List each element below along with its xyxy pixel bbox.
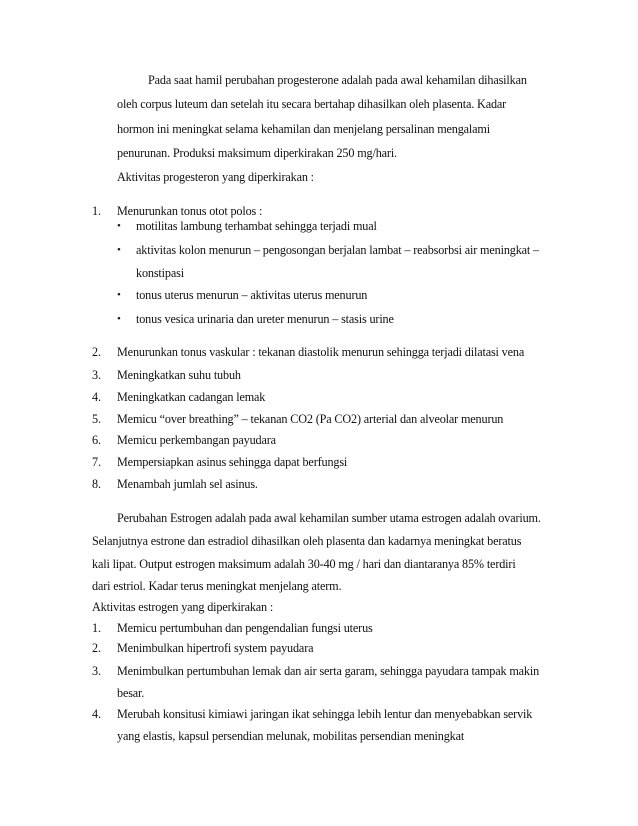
bullet-text: aktivitas kolon menurun – pengosongan berjalan lambat – reabsorbsi air meningkat – <box>136 243 539 257</box>
progesterone-item-text: Menambah jumlah sel asinus. <box>117 477 258 491</box>
estrogen-item-text: Memicu pertumbuhan dan pengendalian fungsi uterus <box>117 621 373 635</box>
progesterone-item-number: 8. <box>92 477 101 491</box>
estrogen-item-text: Menimbulkan pertumbuhan lemak dan air serta garam, sehingga payudara tampak makin <box>117 664 540 678</box>
estrogen-item-number: 4. <box>92 707 101 721</box>
progesterone-item-text: Memicu perkembangan payudara <box>117 433 276 447</box>
estrogen-intro-line-3: kali lipat. Output estrogen maksimum adalah 30-40 mg / hari dan diantaranya 85% terdiri <box>92 557 516 571</box>
estrogen-item-text-continuation: yang elastis, kapsul persendian melunak, mobilitas persendian meningkat <box>117 729 465 743</box>
progesterone-item-text: Menurunkan tonus otot polos : <box>117 204 263 218</box>
progesterone-activity-heading: Aktivitas progesteron yang diperkirakan : <box>117 170 314 184</box>
progesterone-item-number: 7. <box>92 455 101 469</box>
progesterone-item-number: 3. <box>92 368 101 382</box>
estrogen-item-text: Menimbulkan hipertrofi system payudara <box>117 641 314 655</box>
estrogen-activity-heading: Aktivitas estrogen yang diperkirakan : <box>92 600 274 614</box>
bullet-text: tonus uterus menurun – aktivitas uterus menurun <box>136 288 368 302</box>
progesterone-item-text: Menurunkan tonus vaskular : tekanan diastolik menurun sehingga terjadi dilatasi vena <box>117 345 525 359</box>
estrogen-item-number: 3. <box>92 664 101 678</box>
estrogen-item-number: 1. <box>92 621 101 635</box>
bullet-text-continuation: konstipasi <box>136 266 184 280</box>
bullet-text: motilitas lambung terhambat sehingga terjadi mual <box>136 219 377 233</box>
progesterone-item-number: 6. <box>92 433 101 447</box>
estrogen-intro-line-4: dari estriol. Kadar terus meningkat menjelang aterm. <box>92 579 342 593</box>
estrogen-item-number: 2. <box>92 641 101 655</box>
estrogen-intro-line-1: Perubahan Estrogen adalah pada awal kehamilan sumber utama estrogen adalah ovarium. <box>117 511 541 525</box>
progesterone-item-number: 5. <box>92 412 101 426</box>
progesterone-item-text: Mempersiapkan asinus sehingga dapat berfungsi <box>117 455 348 469</box>
progesterone-intro-line-1: Pada saat hamil perubahan progesterone adalah pada awal kehamilan dihasilkan <box>148 73 527 87</box>
progesterone-item-number: 1. <box>92 204 101 218</box>
bullet-icon: • <box>117 289 121 301</box>
progesterone-item-text: Meningkatkan suhu tubuh <box>117 368 241 382</box>
estrogen-item-text-continuation: besar. <box>117 686 145 700</box>
estrogen-intro-line-2: Selanjutnya estrone dan estradiol dihasilkan oleh plasenta dan kadarnya meningkat beratus <box>92 534 522 548</box>
bullet-text: tonus vesica urinaria dan ureter menurun – stasis urine <box>136 312 394 326</box>
bullet-icon: • <box>117 220 121 232</box>
progesterone-intro-line-4: penurunan. Produksi maksimum diperkirakan 250 mg/hari. <box>117 146 397 160</box>
progesterone-intro-line-3: hormon ini meningkat selama kehamilan dan menjelang persalinan mengalami <box>117 122 490 136</box>
progesterone-item-text: Meningkatkan cadangan lemak <box>117 390 266 404</box>
estrogen-item-text: Merubah konsitusi kimiawi jaringan ikat sehingga lebih lentur dan menyebabkan servik <box>117 707 533 721</box>
progesterone-item-number: 2. <box>92 345 101 359</box>
bullet-icon: • <box>117 244 121 256</box>
progesterone-item-number: 4. <box>92 390 101 404</box>
bullet-icon: • <box>117 313 121 325</box>
progesterone-intro-line-2: oleh corpus luteum dan setelah itu secara bertahap dihasilkan oleh plasenta. Kadar <box>117 97 507 111</box>
progesterone-item-text: Memicu “over breathing” – tekanan CO2 (Pa CO2) arterial dan alveolar menurun <box>117 412 504 426</box>
